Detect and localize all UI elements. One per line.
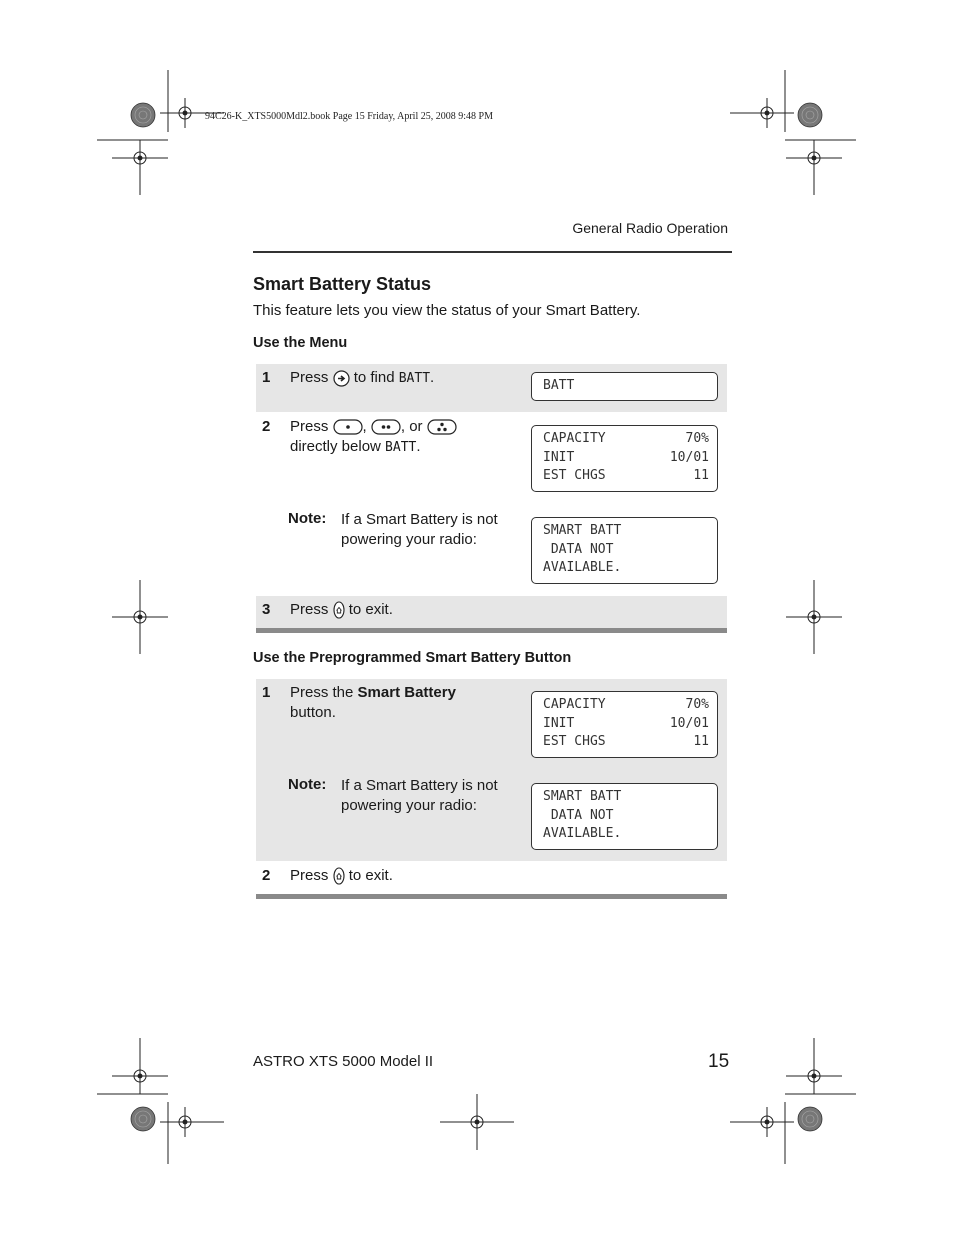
home-button-icon — [333, 601, 345, 619]
intro-text: This feature lets you view the status of your Smart Battery. — [253, 302, 641, 319]
registration-star-bottom-left — [131, 1107, 155, 1131]
note-text: If a Smart Battery is not powering your radio: — [341, 777, 498, 814]
step-text: Press the Smart Battery button. — [290, 684, 456, 721]
lcd-display-capacity: CAPACITY 70% INIT 10/01 EST CHGS 11 — [531, 425, 718, 492]
step-number: 2 — [262, 867, 271, 884]
print-header: 94C26-K_XTS5000Mdl2.book Page 15 Friday, April 25, 2008 9:48 PM — [205, 111, 493, 122]
softkey-three-dot-icon — [427, 419, 457, 435]
softkey-one-dot-icon — [333, 419, 363, 435]
note-text: If a Smart Battery is not powering your radio: — [341, 511, 498, 548]
step-number: 1 — [262, 369, 271, 386]
lcd-display-no-data: SMART BATT DATA NOT AVAILABLE. — [531, 517, 718, 584]
button-heading: Use the Preprogrammed Smart Battery Button — [253, 650, 572, 666]
lcd-display-no-data: SMART BATT DATA NOT AVAILABLE. — [531, 783, 718, 850]
registration-star-bottom-right — [798, 1107, 822, 1131]
smart-battery-button-name: Smart Battery — [357, 684, 456, 701]
step-number: 1 — [262, 684, 271, 701]
softkey-two-dot-icon — [371, 419, 401, 435]
step-number: 3 — [262, 601, 271, 618]
section-title: Smart Battery Status — [253, 274, 432, 294]
step-text: Press to find BATT. — [290, 369, 435, 386]
header-rule — [253, 251, 732, 253]
step-text: Press to exit. — [290, 867, 393, 884]
code-batt: BATT — [385, 440, 417, 455]
footer-title: ASTRO XTS 5000 Model II — [253, 1053, 434, 1070]
home-button-icon — [333, 867, 345, 885]
lcd-display-capacity: CAPACITY 70% INIT 10/01 EST CHGS 11 — [531, 691, 718, 758]
registration-star-top-right — [798, 103, 822, 127]
page-number: 15 — [708, 1051, 730, 1072]
note-label: Note: — [288, 510, 327, 527]
step-text: Press , , or directly below BATT. — [290, 417, 457, 458]
note-label: Note: — [288, 776, 327, 793]
button-section-end-bar — [256, 894, 727, 899]
lcd-display-batt: BATT — [531, 372, 718, 401]
code-batt: BATT — [398, 371, 431, 386]
running-head: General Radio Operation — [572, 220, 728, 236]
menu-heading: Use the Menu — [253, 335, 348, 351]
step-text: Press to exit. — [290, 601, 393, 618]
registration-star-top-left — [131, 103, 155, 127]
step-number: 2 — [262, 418, 271, 435]
menu-select-icon — [333, 370, 350, 387]
menu-section-end-bar — [256, 628, 727, 633]
